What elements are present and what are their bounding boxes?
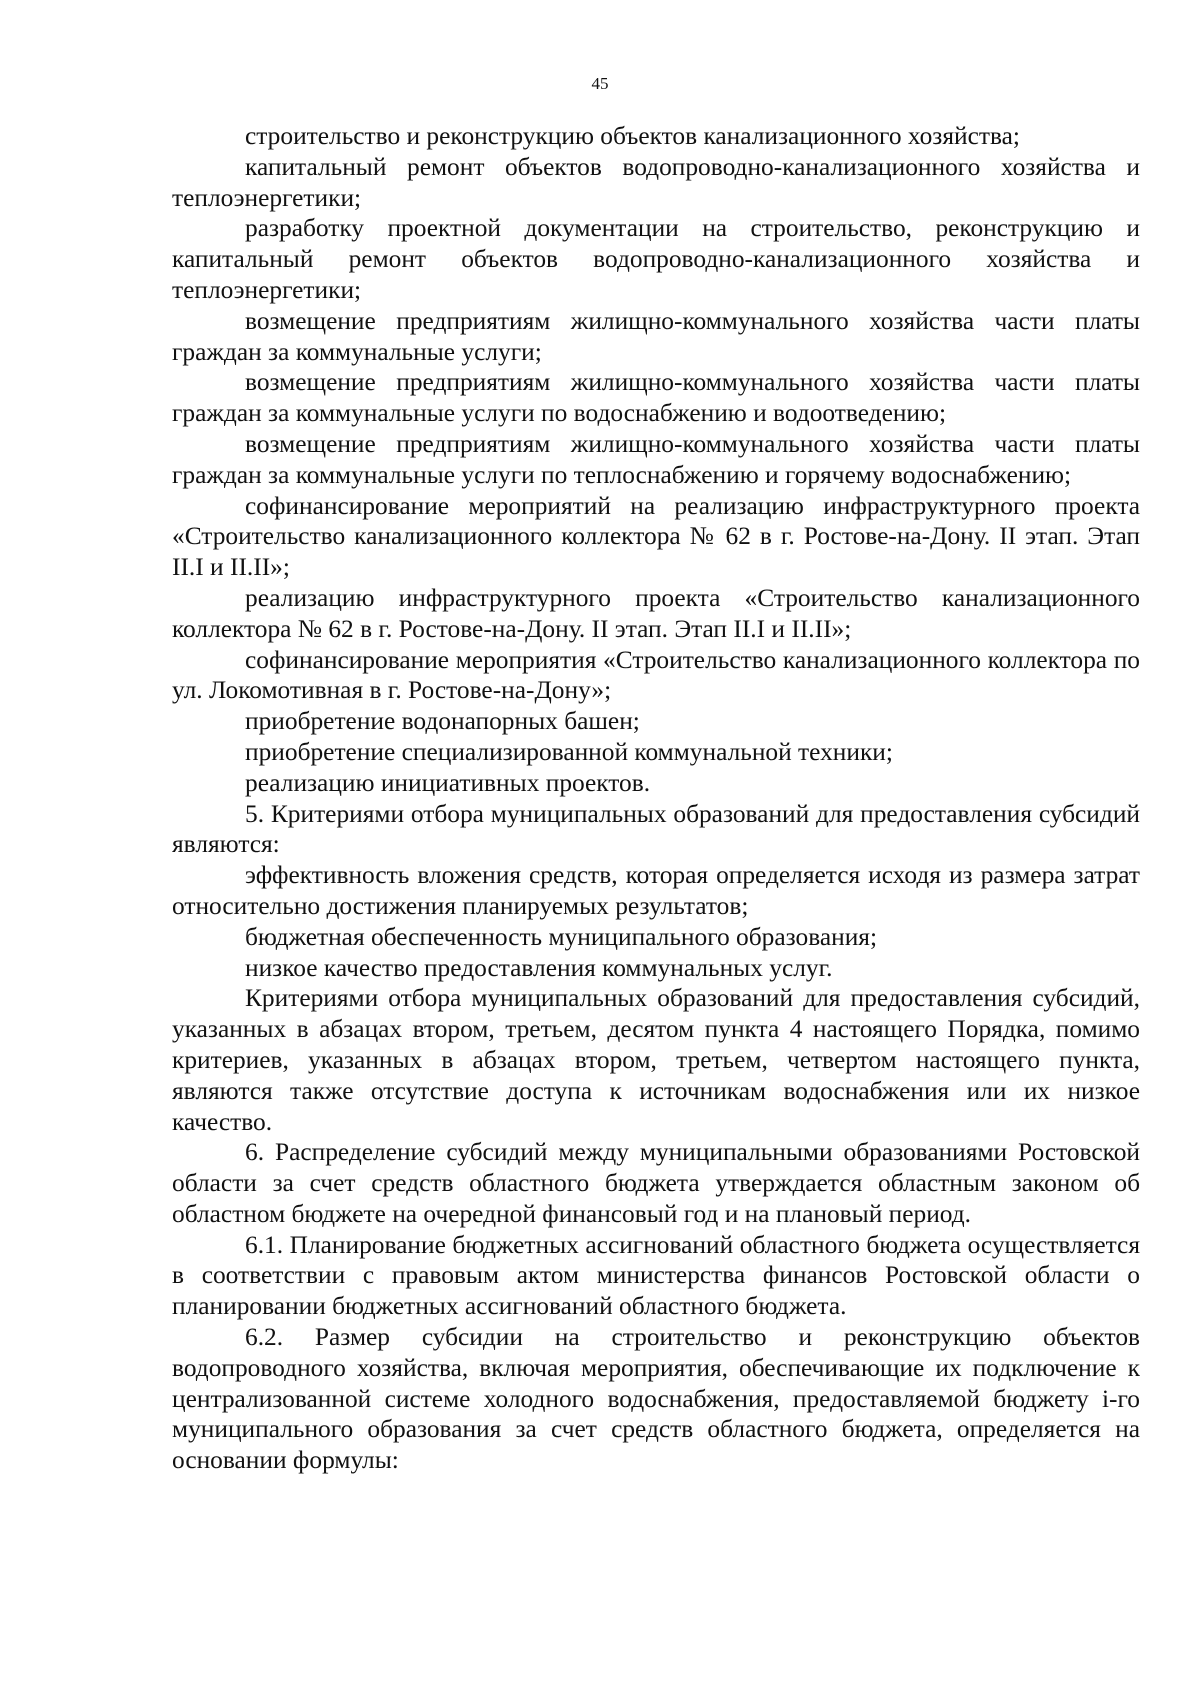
- paragraph: реализацию инфраструктурного проекта «Строительство канализационного коллектора № 62 в г. Ростове-на-Дону. II этап. Этап II.I и II.II»;: [172, 583, 1140, 643]
- paragraph: 6.1. Планирование бюджетных ассигнований областного бюджета осуществляется в соответствии с правовым актом министерства финансов Ростовской области о планировании бюджетных ассигнований областного бюджета.: [172, 1230, 1140, 1321]
- paragraph: эффективность вложения средств, которая определяется исходя из размера затрат относительно достижения планируемых результатов;: [172, 861, 1140, 920]
- paragraph: строительство и реконструкцию объектов канализационного хозяйства;: [245, 122, 1020, 150]
- paragraph: 5. Критериями отбора муниципальных образований для предоставления субсидий являются:: [172, 799, 1140, 859]
- paragraph: приобретение специализированной коммунальной техники;: [245, 737, 893, 766]
- paragraph: возмещение предприятиям жилищно-коммунального хозяйства части платы граждан за коммунальные услуги по теплоснабжению и горячему водоснабжению;: [172, 429, 1140, 489]
- paragraph: разработку проектной документации на строительство, реконструкцию и капитальный ремонт объектов водопроводно-канализационного хозяйства и теплоэнергетики;: [172, 214, 1140, 304]
- paragraph: Критериями отбора муниципальных образований для предоставления субсидий, указанных в абзацах втором, третьем, десятом пункта 4 настоящего Порядка, помимо критериев, указанных в абзацах втором, третьем, четвертом настоящего пункта, являются также отсутствие доступа к источникам водоснабжения или их низкое качество.: [172, 984, 1140, 1136]
- paragraph: возмещение предприятиям жилищно-коммунального хозяйства части платы граждан за коммунальные услуги;: [172, 306, 1140, 366]
- paragraph: софинансирование мероприятия «Строительство канализационного коллектора по ул. Локомотивная в г. Ростове-на-Дону»;: [172, 645, 1140, 705]
- paragraph: капитальный ремонт объектов водопроводно-канализационного хозяйства и теплоэнергетики;: [172, 152, 1140, 212]
- document-body: [172, 121, 1140, 1476]
- paragraph: 6.2. Размер субсидии на строительство и реконструкцию объектов водопроводного хозяйства, включая мероприятия, обеспечивающие их подключение к централизованной системе холодного водоснабжения, предоставляемой бюджету i-го муниципального образования за счет средств областного бюджета, определяется на основании формулы:: [172, 1323, 1140, 1475]
- paragraph: софинансирование мероприятий на реализацию инфраструктурного проекта «Строительство канализационного коллектора № 62 в г. Ростове-на-Дону. II этап. Этап II.I и II.II»;: [172, 491, 1140, 582]
- paragraph: реализацию инициативных проектов.: [245, 768, 651, 797]
- page-number: 45: [591, 74, 609, 93]
- paragraph: бюджетная обеспеченность муниципального образования;: [245, 922, 878, 951]
- paragraph: 6. Распределение субсидий между муниципальными образованиями Ростовской области за счет средств областного бюджета утверждается областным законом об областном бюджете на очередной финансовый год и на плановый период.: [172, 1138, 1140, 1228]
- paragraph: приобретение водонапорных башен;: [245, 707, 640, 736]
- paragraph: низкое качество предоставления коммунальных услуг.: [245, 953, 833, 982]
- paragraph: возмещение предприятиям жилищно-коммунального хозяйства части платы граждан за коммунальные услуги по водоснабжению и водоотведению;: [172, 368, 1140, 428]
